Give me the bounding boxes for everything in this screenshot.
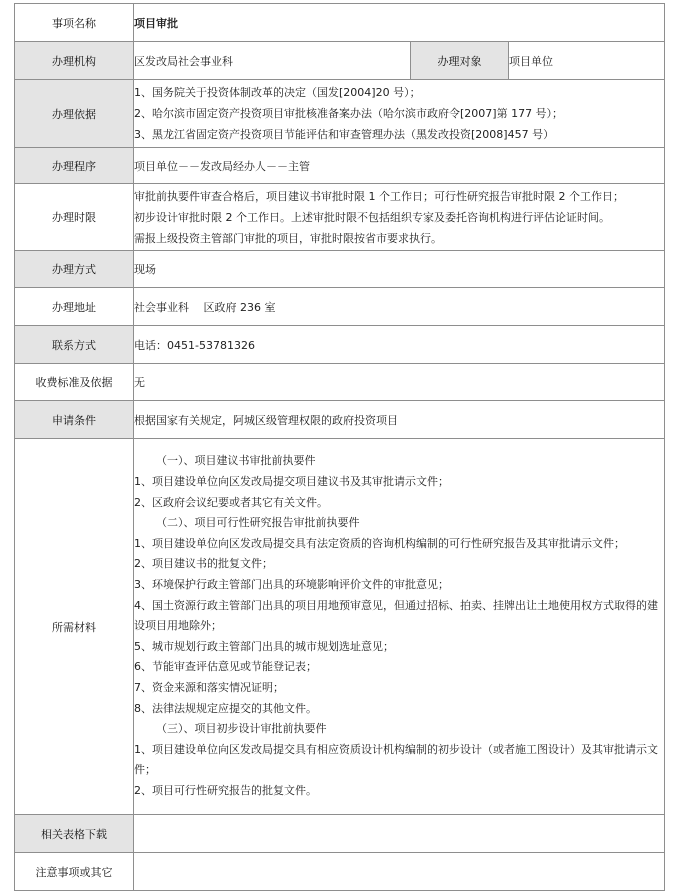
materials-value <box>134 439 665 815</box>
conditions-label: 申请条件 <box>15 401 134 439</box>
time-limit-value <box>134 184 665 251</box>
row-agency <box>15 42 665 80</box>
time-limit-label: 办理时限 <box>15 184 134 251</box>
row-downloads <box>15 815 665 853</box>
time-limit-line: 初步设计审批时限 2 个工作日。上述审批时限不包括组织专家及委托咨询机构进行评估论证时间。 <box>134 210 610 224</box>
item-name-label: 事项名称 <box>15 4 134 42</box>
materials-line: 3、环境保护行政主管部门出具的环境影响评价文件的审批意见； <box>134 578 449 592</box>
row-basis <box>15 80 665 148</box>
conditions-value: 根据国家有关规定，阿城区级管理权限的政府投资项目 <box>134 401 665 439</box>
contact-value: 电话：0451-53781326 <box>134 326 665 364</box>
basis-line: 3、黑龙江省固定资产投资项目节能评估和审查管理办法（黑发改投资[2008]457 号） <box>134 128 555 141</box>
row-item-name <box>15 4 665 42</box>
row-conditions <box>15 401 665 439</box>
materials-line: 2、区政府会议纪要或者其它有关文件。 <box>134 495 328 509</box>
basis-value <box>134 80 665 148</box>
materials-line: 2、项目可行性研究报告的批复文件。 <box>134 783 317 797</box>
row-materials <box>15 439 665 815</box>
service-info-table <box>14 3 665 891</box>
row-address <box>15 288 665 326</box>
fees-value: 无 <box>134 364 665 401</box>
time-limit-line: 审批前执要件审查合格后，项目建议书审批时限 1 个工作日；可行性研究报告审批时限 2 个工作日； <box>134 189 624 203</box>
basis-line: 1、国务院关于投资体制改革的决定（国发[2004]20 号）； <box>134 86 421 99</box>
notes-label: 注意事项或其它 <box>15 853 134 891</box>
target-label: 办理对象 <box>411 42 509 80</box>
method-value: 现场 <box>134 251 665 288</box>
materials-line: 5、城市规划行政主管部门出具的城市规划选址意见； <box>134 639 394 653</box>
materials-line: 6、节能审查评估意见或节能登记表； <box>134 660 317 674</box>
materials-label: 所需材料 <box>15 439 134 815</box>
materials-line: 8、法律法规规定应提交的其他文件。 <box>134 701 317 715</box>
procedure-value: 项目单位－－发改局经办人－－主管 <box>134 148 665 184</box>
materials-line: 1、项目建设单位向区发改局提交具有相应资质设计机构编制的初步设计（或者施工图设计）及其审批请示文件； <box>134 742 658 777</box>
materials-line: 1、项目建设单位向区发改局提交项目建议书及其审批请示文件； <box>134 475 449 489</box>
downloads-label: 相关表格下载 <box>15 815 134 853</box>
row-fees <box>15 364 665 401</box>
materials-line: 1、项目建设单位向区发改局提交具有法定资质的咨询机构编制的可行性研究报告及其审批请示文件； <box>134 536 625 550</box>
basis-label: 办理依据 <box>15 80 134 148</box>
row-method <box>15 251 665 288</box>
row-notes <box>15 853 665 891</box>
notes-value <box>134 853 665 891</box>
row-procedure <box>15 148 665 184</box>
materials-line: 4、国土资源行政主管部门出具的项目用地预审意见，但通过招标、拍卖、挂牌出让土地使用权方式取得的建设项目用地除外； <box>134 598 658 633</box>
basis-line: 2、哈尔滨市固定资产投资项目审批核准备案办法（哈尔滨市政府令[2007]第 177 号）； <box>134 107 564 120</box>
target-value: 项目单位 <box>509 42 665 80</box>
address-label: 办理地址 <box>15 288 134 326</box>
fees-label: 收费标准及依据 <box>15 364 134 401</box>
method-label: 办理方式 <box>15 251 134 288</box>
row-time-limit <box>15 184 665 251</box>
item-name-value: 项目审批 <box>134 4 665 42</box>
procedure-label: 办理程序 <box>15 148 134 184</box>
agency-value: 区发改局社会事业科 <box>134 42 411 80</box>
address-value: 社会事业科 区政府 236 室 <box>134 288 665 326</box>
materials-line: 2、项目建议书的批复文件； <box>134 557 273 571</box>
contact-label: 联系方式 <box>15 326 134 364</box>
materials-section-heading: （一）、项目建议书审批前执要件 <box>156 454 316 468</box>
materials-section-heading: （三）、项目初步设计审批前执要件 <box>156 722 327 736</box>
downloads-value <box>134 815 665 853</box>
time-limit-line: 需报上级投资主管部门审批的项目，审批时限按省市要求执行。 <box>134 231 442 245</box>
agency-label: 办理机构 <box>15 42 134 80</box>
materials-section-heading: （二）、项目可行性研究报告审批前执要件 <box>156 516 360 530</box>
row-contact <box>15 326 665 364</box>
materials-line: 7、资金来源和落实情况证明； <box>134 680 284 694</box>
